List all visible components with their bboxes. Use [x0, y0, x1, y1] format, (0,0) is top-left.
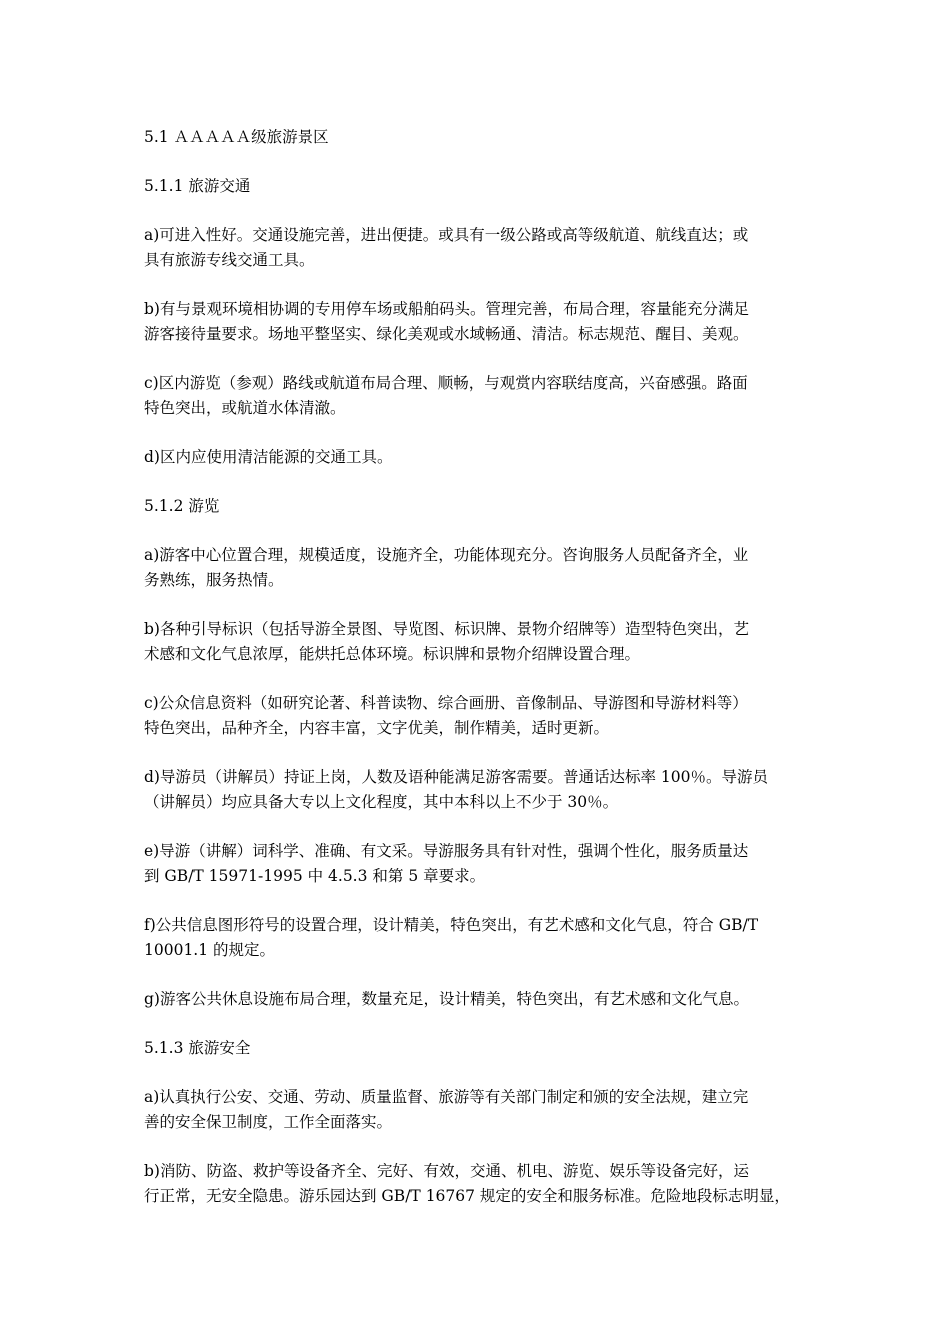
paragraph — [144, 913, 809, 963]
text-line: a)认真执行公安、交通、劳动、质量监督、旅游等有关部门制定和颁的安全法规，建立完 — [144, 1088, 749, 1106]
text-line: d)导游员（讲解员）持证上岗，人数及语种能满足游客需要。普通话达标率 100％。导游员 — [144, 768, 768, 786]
text-line: 术感和文化气息浓厚，能烘托总体环境。标识牌和景物介绍牌设置合理。 — [144, 645, 641, 663]
paragraph — [144, 445, 809, 470]
document-body — [144, 125, 809, 1233]
text-line: b)各种引导标识（包括导游全景图、导览图、标识牌、景物介绍牌等）造型特色突出，艺 — [144, 620, 749, 638]
paragraph — [144, 691, 809, 741]
section-heading — [144, 1036, 809, 1061]
text-line: 行正常，无安全隐患。游乐园达到 GB/T 16767 规定的安全和服务标准。危险地段标志明显， — [144, 1187, 790, 1205]
text-line: 善的安全保卫制度，工作全面落实。 — [144, 1113, 393, 1131]
paragraph — [144, 1159, 809, 1209]
text-line: 10001.1 的规定。 — [144, 941, 276, 959]
paragraph — [144, 617, 809, 667]
text-line: a)可进入性好。交通设施完善，进出便捷。或具有一级公路或高等级航道、航线直达；或 — [144, 226, 749, 244]
text-line: a)游客中心位置合理，规模适度，设施齐全，功能体现充分。咨询服务人员配备齐全，业 — [144, 546, 749, 564]
text-line: 到 GB/T 15971-1995 中 4.5.3 和第 5 章要求。 — [144, 867, 486, 885]
paragraph — [144, 987, 809, 1012]
text-line: 特色突出，或航道水体清澈。 — [144, 399, 346, 417]
text-line: 具有旅游专线交通工具。 — [144, 251, 315, 269]
text-line: 5.1.2 游览 — [144, 497, 220, 515]
text-line: b)有与景观环境相协调的专用停车场或船舶码头。管理完善，布局合理，容量能充分满足 — [144, 300, 749, 318]
paragraph — [144, 765, 809, 815]
text-line: d)区内应使用清洁能源的交通工具。 — [144, 448, 393, 466]
paragraph — [144, 297, 809, 347]
text-line: 5.1 ＡＡＡＡＡ级旅游景区 — [144, 128, 329, 146]
text-line: c)区内游览（参观）路线或航道布局合理、顺畅，与观赏内容联结度高，兴奋感强。路面 — [144, 374, 748, 392]
text-line: （讲解员）均应具备大专以上文化程度，其中本科以上不少于 30％。 — [144, 793, 619, 811]
text-line: 务熟练，服务热情。 — [144, 571, 284, 589]
text-line: f)公共信息图形符号的设置合理，设计精美，特色突出，有艺术感和文化气息，符合 GB/T — [144, 916, 759, 934]
text-line: 5.1.1 旅游交通 — [144, 177, 251, 195]
paragraph — [144, 371, 809, 421]
paragraph — [144, 839, 809, 889]
text-line: 游客接待量要求。场地平整坚实、绿化美观或水域畅通、清洁。标志规范、醒目、美观。 — [144, 325, 749, 343]
text-line: c)公众信息资料（如研究论著、科普读物、综合画册、音像制品、导游图和导游材料等） — [144, 694, 748, 712]
text-line: 特色突出，品种齐全，内容丰富，文字优美，制作精美，适时更新。 — [144, 719, 610, 737]
section-heading — [144, 494, 809, 519]
paragraph — [144, 223, 809, 273]
text-line: g)游客公共休息设施布局合理，数量充足，设计精美，特色突出，有艺术感和文化气息。 — [144, 990, 749, 1008]
section-heading — [144, 174, 809, 199]
paragraph — [144, 543, 809, 593]
text-line: 5.1.3 旅游安全 — [144, 1039, 251, 1057]
section-heading — [144, 125, 809, 150]
text-line: b)消防、防盗、救护等设备齐全、完好、有效，交通、机电、游览、娱乐等设备完好，运 — [144, 1162, 749, 1180]
text-line: e)导游（讲解）词科学、准确、有文采。导游服务具有针对性，强调个性化，服务质量达 — [144, 842, 749, 860]
paragraph — [144, 1085, 809, 1135]
